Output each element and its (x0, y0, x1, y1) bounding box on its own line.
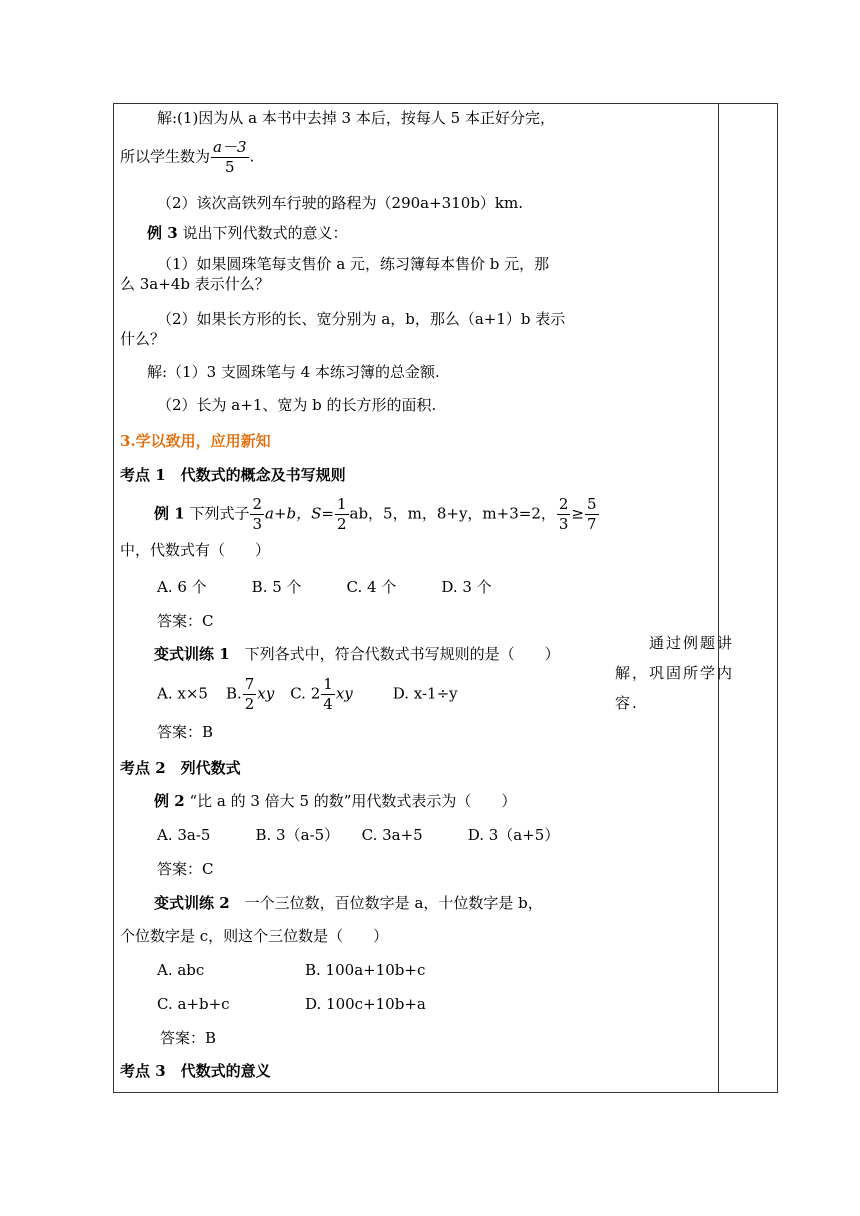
fraction-2-3b: $\frac{2}{3}$ (558, 495, 569, 533)
example-3-heading: 例 3 说出下列代数式的意义： (147, 224, 348, 242)
variation-1-options: A. x×5 B. $\frac{7}{2}$ xy C. 2 $\frac{1}{4}$ xy D. x-1÷y (157, 675, 458, 713)
key-point-3: 考点 3 代数式的意义 (120, 1062, 271, 1080)
variation-1-answer: 答案：B (157, 723, 214, 741)
example-3-question-2b: 什么？ (120, 330, 166, 348)
example-3-question-2a: （2）如果长方形的长、宽分别为 a，b，那么（a+1）b 表示 (157, 310, 566, 328)
solution-line-1: 解:(1)因为从 a 本书中去掉 3 本后，按每人 5 本正好分完， (157, 109, 555, 127)
example-1-question: 例 1 下列式子 $\frac{2}{3}$ a+b，S= $\frac{1}{2}$ ab，5，m，8+y，m+3=2， $\frac{2}{3}$ ≥ $\frac{5}{7}$ (154, 495, 597, 533)
fraction-7-2: $\frac{7}{2}$ (244, 675, 255, 713)
variation-2-answer: 答案：B (160, 1029, 217, 1047)
example-2-question: 例 2 “比 a 的 3 倍大 5 的数”用代数式表示为（ ） (154, 792, 517, 810)
key-point-2: 考点 2 列代数式 (120, 759, 241, 777)
example-3-question-1b: 么 3a+4b 表示什么？ (120, 275, 270, 293)
fraction-1-4: $\frac{1}{4}$ (323, 675, 333, 713)
design-intent-note: 通过例题讲解，巩固所学内容. (615, 634, 735, 712)
column-divider (718, 104, 719, 1092)
solution-line-3: （2）该次高铁列车行驶的路程为（290a+310b）km. (157, 194, 524, 212)
example-3-solution-1: 解:（1）3 支圆珠笔与 4 本练习簿的总金额. (147, 363, 440, 381)
variation-2-option-a: A. abc (157, 961, 205, 979)
variation-2-option-d: D. 100c+10b+a (305, 995, 426, 1013)
variation-2-question-line-2: 个位数字是 c，则这个三位数是（ ） (120, 927, 389, 945)
example-1-question-line-2: 中，代数式有（ ） (120, 541, 271, 559)
variation-1-question: 变式训练 1 下列各式中，符合代数式书写规则的是（ ） (154, 645, 560, 663)
section-3-heading: 3.学以致用，应用新知 (120, 432, 271, 450)
example-1-options: A. 6 个 B. 5 个 C. 4 个 D. 3 个 (157, 578, 492, 596)
fraction-a-minus-3-over-5: $\frac{a-3}{5}$ (213, 138, 247, 176)
example-3-solution-2: （2）长为 a+1、宽为 b 的长方形的面积. (157, 396, 437, 414)
example-3-question-1a: （1）如果圆珠笔每支售价 a 元，练习簿每本售价 b 元，那 (157, 255, 550, 273)
solution-line-2: 所以学生数为 $\frac{a-3}{5}$ . (120, 138, 255, 176)
variation-2-question: 变式训练 2 一个三位数，百位数字是 a，十位数字是 b， (154, 894, 543, 912)
example-2-options: A. 3a-5 B. 3（a-5） C. 3a+5 D. 3（a+5） (157, 826, 560, 844)
key-point-1: 考点 1 代数式的概念及书写规则 (120, 466, 346, 484)
example-1-answer: 答案：C (157, 612, 214, 630)
fraction-1-2: $\frac{1}{2}$ (336, 495, 347, 533)
fraction-5-7: $\frac{5}{7}$ (587, 495, 597, 533)
example-2-answer: 答案：C (157, 860, 214, 878)
solution-line-2-text: 所以学生数为 (120, 147, 211, 166)
variation-2-option-c: C. a+b+c (157, 995, 230, 1013)
fraction-2-3: $\frac{2}{3}$ (252, 495, 262, 533)
variation-2-option-b: B. 100a+10b+c (305, 961, 426, 979)
